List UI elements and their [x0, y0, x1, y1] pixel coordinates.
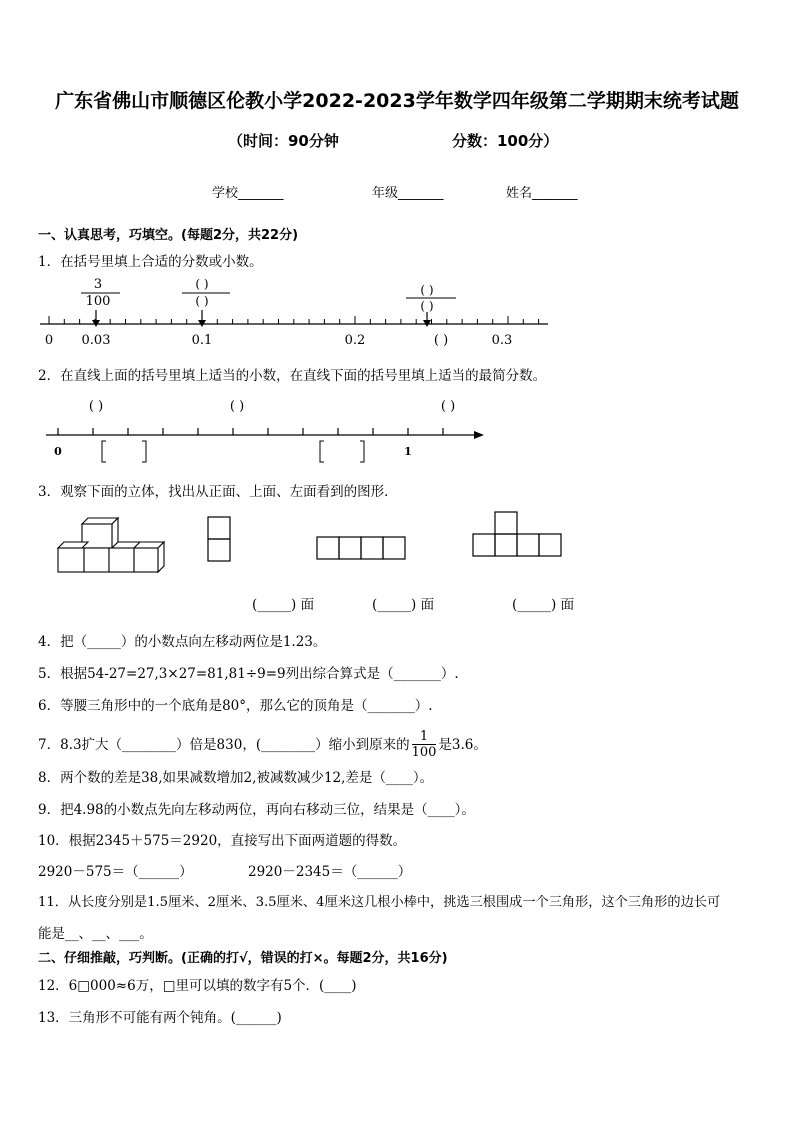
q2-bracket-right-1: [142, 441, 146, 462]
q1-blank-denominator: ( ): [195, 294, 209, 308]
section-1-heading: 一、认真思考，巧填空。(每题2分，共22分): [38, 228, 299, 243]
q2-ticks: [58, 428, 443, 435]
q1-label-blank: ( ): [433, 333, 449, 348]
question-10: 10．根据2345＋575＝2920，直接写出下面两道题的得数。: [38, 833, 407, 849]
q1-label-03: 0.3: [491, 333, 513, 348]
question-1: 1．在括号里填上合适的分数或小数。: [38, 254, 263, 270]
q7-text-before: 7．8.3扩大（________）倍是830，(________）缩小到原来的: [38, 737, 410, 753]
q3-view-figure-3: [471, 510, 567, 558]
q2-bracket-left-2: [320, 441, 324, 462]
q1-blank2-denominator: ( ): [420, 299, 434, 313]
q3-answer-1[interactable]: (_____) 面: [252, 597, 315, 613]
section-2-heading: 二、仔细推敲，巧判断。(正确的打√，错误的打×。每题2分，共16分): [38, 951, 448, 966]
q3-answer-3[interactable]: (_____) 面: [512, 597, 575, 613]
q10-part-b[interactable]: 2920－2345＝（______）: [248, 864, 412, 880]
q1-frac-denominator: 100: [85, 294, 111, 309]
question-11-line-2: 能是__、__、___。: [38, 926, 153, 942]
q1-blank2-numerator: ( ): [420, 283, 434, 297]
q7-frac-numerator: 1: [412, 729, 437, 745]
question-3: 3．观察下面的立体，找出从正面、上面、左面看到的图形．: [38, 484, 398, 500]
q7-fraction: [412, 729, 437, 760]
exam-time: （时间：90分钟: [228, 132, 339, 150]
q1-frac-numerator: 3: [93, 277, 103, 292]
q2-arrowhead: [474, 431, 484, 439]
q1-label-0: 0: [44, 333, 54, 348]
q2-paren-top-3: ( ): [440, 399, 456, 414]
q1-blank-numerator: ( ): [195, 277, 209, 291]
q2-paren-top-2: ( ): [229, 399, 245, 414]
question-6: 6．等腰三角形中的一个底角是80°，那么它的顶角是（_______）.: [38, 698, 433, 714]
q10-part-a[interactable]: 2920－575＝（______）: [38, 864, 193, 880]
question-7: [38, 730, 487, 761]
q2-label-0: 0: [54, 445, 62, 458]
q1-ticks: [49, 316, 539, 324]
q3-answer-2[interactable]: (_____) 面: [372, 597, 435, 613]
q1-number-line: [36, 274, 556, 350]
q2-bracket-right-2: [360, 441, 364, 462]
q2-number-line: [40, 392, 490, 468]
question-4: 4．把（_____）的小数点向左移动两位是1.23。: [38, 634, 327, 650]
q2-paren-top-1: ( ): [88, 399, 104, 414]
q1-label-02: 0.2: [344, 333, 366, 348]
q2-label-1: 1: [404, 445, 412, 458]
page-title: 广东省佛山市顺德区伦教小学2022-2023学年数学四年级第二学期期末统考试题: [55, 90, 739, 112]
grade-field[interactable]: 年级_______: [372, 186, 444, 201]
school-field[interactable]: 学校_______: [212, 186, 284, 201]
question-2: 2．在直线上面的括号里填上适当的小数，在直线下面的括号里填上适当的最简分数。: [38, 368, 547, 384]
question-12: 12．6□000≈6万，□里可以填的数字有5个．(____): [38, 978, 357, 994]
question-13: 13．三角形不可能有两个钝角。(______): [38, 1010, 282, 1026]
question-5: 5．根据54-27=27,3×27=81,81÷9=9列出综合算式是（_______）.: [38, 666, 459, 682]
q3-solid-figure: [54, 516, 174, 578]
q3-view-figure-2: [315, 535, 411, 561]
q1-label-003: 0.03: [81, 333, 111, 348]
q7-frac-denominator: 100: [411, 745, 437, 760]
question-11-line-1: 11．从长度分别是1.5厘米、2厘米、3.5厘米、4厘米这几根小棒中，挑选三根围成一个三角形，这个三角形的边长可: [38, 895, 721, 910]
q2-bracket-left-1: [102, 441, 106, 462]
name-field[interactable]: 姓名_______: [506, 186, 578, 201]
q3-view-figure-1: [206, 515, 234, 567]
q7-text-after: 是3.6。: [438, 737, 487, 753]
q1-label-01: 0.1: [191, 333, 213, 348]
question-8: 8．两个数的差是38,如果减数增加2,被减数减少12,差是（____）。: [38, 770, 434, 786]
question-9: 9．把4.98的小数点先向左移动两位，再向右移动三位，结果是（____）。: [38, 802, 475, 818]
exam-score: 分数：100分）: [452, 132, 559, 150]
